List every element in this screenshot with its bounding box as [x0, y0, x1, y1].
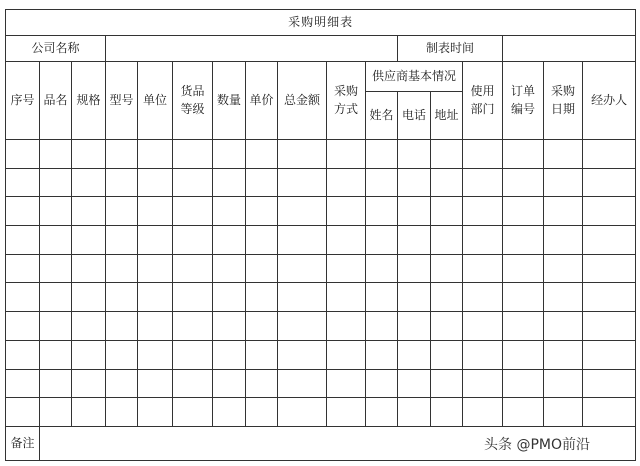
- table-cell[interactable]: [463, 398, 503, 427]
- table-cell[interactable]: [278, 398, 327, 427]
- table-cell[interactable]: [544, 254, 583, 283]
- table-cell[interactable]: [398, 168, 431, 197]
- table-cell[interactable]: [213, 283, 246, 312]
- col-header-dept-line2: 部门: [470, 101, 495, 116]
- table-cell[interactable]: [246, 369, 278, 398]
- table-cell[interactable]: [278, 226, 327, 255]
- table-cell[interactable]: [246, 254, 278, 283]
- table-cell[interactable]: [431, 197, 463, 226]
- table-cell[interactable]: [583, 398, 636, 427]
- table-cell[interactable]: [138, 168, 173, 197]
- table-cell[interactable]: [503, 140, 544, 169]
- table-cell[interactable]: [366, 312, 398, 341]
- table-cell[interactable]: [72, 283, 106, 312]
- table-cell[interactable]: [40, 369, 72, 398]
- table-cell[interactable]: [138, 312, 173, 341]
- table-cell[interactable]: [72, 340, 106, 369]
- table-cell[interactable]: [6, 197, 40, 226]
- table-cell[interactable]: [278, 197, 327, 226]
- table-cell[interactable]: [173, 140, 213, 169]
- table-cell[interactable]: [366, 226, 398, 255]
- table-cell[interactable]: [327, 168, 366, 197]
- table-cell[interactable]: [138, 398, 173, 427]
- table-cell[interactable]: [246, 168, 278, 197]
- table-cell[interactable]: [40, 312, 72, 341]
- table-cell[interactable]: [327, 369, 366, 398]
- col-header-supplier-phone: 电话: [398, 92, 431, 140]
- table-cell[interactable]: [398, 197, 431, 226]
- table-cell[interactable]: [503, 312, 544, 341]
- table-cell[interactable]: [6, 168, 40, 197]
- table-cell[interactable]: [40, 140, 72, 169]
- table-cell[interactable]: [173, 168, 213, 197]
- table-cell[interactable]: [544, 140, 583, 169]
- col-header-supplier-name: 姓名: [366, 92, 398, 140]
- col-header-handler: 经办人: [583, 62, 636, 140]
- table-cell[interactable]: [503, 254, 544, 283]
- table-cell[interactable]: [278, 340, 327, 369]
- table-cell[interactable]: [6, 226, 40, 255]
- table-row: [6, 369, 636, 398]
- table-cell[interactable]: [463, 369, 503, 398]
- table-cell[interactable]: [213, 254, 246, 283]
- col-header-order: [503, 62, 544, 140]
- table-cell[interactable]: [431, 398, 463, 427]
- table-row: [6, 168, 636, 197]
- table-cell[interactable]: [173, 369, 213, 398]
- table-cell[interactable]: [72, 197, 106, 226]
- table-cell[interactable]: [138, 140, 173, 169]
- table-cell[interactable]: [398, 226, 431, 255]
- table-cell[interactable]: [544, 168, 583, 197]
- table-cell[interactable]: [106, 140, 138, 169]
- company-field[interactable]: [106, 36, 398, 62]
- table-cell[interactable]: [503, 369, 544, 398]
- table-cell[interactable]: [463, 168, 503, 197]
- table-cell[interactable]: [431, 340, 463, 369]
- date-label: 制表时间: [398, 36, 503, 62]
- table-cell[interactable]: [544, 312, 583, 341]
- company-label: 公司名称: [6, 36, 106, 62]
- table-cell[interactable]: [72, 140, 106, 169]
- table-cell[interactable]: [213, 168, 246, 197]
- table-cell[interactable]: [544, 340, 583, 369]
- table-cell[interactable]: [398, 283, 431, 312]
- table-cell[interactable]: [544, 226, 583, 255]
- table-cell[interactable]: [40, 168, 72, 197]
- table-row: [6, 254, 636, 283]
- table-cell[interactable]: [327, 254, 366, 283]
- table-cell[interactable]: [213, 340, 246, 369]
- table-cell[interactable]: [327, 398, 366, 427]
- table-cell[interactable]: [463, 312, 503, 341]
- col-header-model: 型号: [106, 62, 138, 140]
- table-cell[interactable]: [72, 168, 106, 197]
- table-cell[interactable]: [583, 140, 636, 169]
- table-cell[interactable]: [463, 283, 503, 312]
- col-header-date: [544, 62, 583, 140]
- table-cell[interactable]: [246, 312, 278, 341]
- table-cell[interactable]: [431, 312, 463, 341]
- table-cell[interactable]: [246, 398, 278, 427]
- table-cell[interactable]: [398, 340, 431, 369]
- table-cell[interactable]: [583, 197, 636, 226]
- col-header-method-line2: 方式: [333, 101, 358, 116]
- table-cell[interactable]: [40, 398, 72, 427]
- table-cell[interactable]: [327, 312, 366, 341]
- col-header-supplier-address: 地址: [431, 92, 463, 140]
- table-cell[interactable]: [544, 369, 583, 398]
- table-cell[interactable]: [106, 340, 138, 369]
- table-cell[interactable]: [544, 398, 583, 427]
- table-cell[interactable]: [278, 369, 327, 398]
- table-row: [6, 283, 636, 312]
- table-cell[interactable]: [278, 140, 327, 169]
- table-cell[interactable]: [503, 398, 544, 427]
- table-cell[interactable]: [40, 283, 72, 312]
- table-cell[interactable]: [106, 254, 138, 283]
- table-cell[interactable]: [278, 312, 327, 341]
- table-cell[interactable]: [544, 197, 583, 226]
- table-cell[interactable]: [213, 312, 246, 341]
- col-header-method-line1: 采购: [333, 84, 358, 99]
- table-cell[interactable]: [138, 254, 173, 283]
- col-header-order-line2: 编号: [510, 101, 535, 116]
- table-cell[interactable]: [72, 369, 106, 398]
- table-cell[interactable]: [544, 283, 583, 312]
- col-header-unit: 单位: [138, 62, 173, 140]
- table-cell[interactable]: [213, 140, 246, 169]
- table-cell[interactable]: [6, 398, 40, 427]
- table-cell[interactable]: [6, 340, 40, 369]
- col-header-qty: 数量: [213, 62, 246, 140]
- table-cell[interactable]: [106, 398, 138, 427]
- table-cell[interactable]: [213, 226, 246, 255]
- table-cell[interactable]: [72, 312, 106, 341]
- col-header-seq: 序号: [6, 62, 40, 140]
- col-header-grade-line1: 货品: [180, 84, 205, 99]
- table-cell[interactable]: [327, 140, 366, 169]
- table-cell[interactable]: [431, 283, 463, 312]
- table-cell[interactable]: [173, 197, 213, 226]
- table-cell[interactable]: [398, 398, 431, 427]
- table-cell[interactable]: [72, 226, 106, 255]
- table-cell[interactable]: [398, 369, 431, 398]
- table-cell[interactable]: [398, 312, 431, 341]
- table-cell[interactable]: [278, 168, 327, 197]
- col-header-date-line2: 日期: [550, 101, 575, 116]
- table-cell[interactable]: [40, 226, 72, 255]
- table-cell[interactable]: [173, 340, 213, 369]
- table-cell[interactable]: [327, 340, 366, 369]
- table-cell[interactable]: [583, 168, 636, 197]
- watermark-text: 头条 @PMO前沿: [484, 437, 590, 453]
- table-row: [6, 140, 636, 169]
- col-header-grade: [173, 62, 213, 140]
- table-cell[interactable]: [106, 168, 138, 197]
- table-cell[interactable]: [6, 312, 40, 341]
- col-header-price: 单价: [246, 62, 278, 140]
- table-cell[interactable]: [6, 254, 40, 283]
- table-cell[interactable]: [583, 340, 636, 369]
- table-cell[interactable]: [503, 283, 544, 312]
- table-cell[interactable]: [106, 197, 138, 226]
- table-cell[interactable]: [278, 283, 327, 312]
- table-cell[interactable]: [138, 340, 173, 369]
- table-cell[interactable]: [327, 283, 366, 312]
- table-cell[interactable]: [583, 254, 636, 283]
- table-cell[interactable]: [583, 369, 636, 398]
- table-cell[interactable]: [503, 168, 544, 197]
- table-cell[interactable]: [138, 283, 173, 312]
- col-header-total: 总金额: [278, 62, 327, 140]
- table-cell[interactable]: [106, 226, 138, 255]
- table-cell[interactable]: [463, 226, 503, 255]
- table-cell[interactable]: [366, 140, 398, 169]
- table-cell[interactable]: [106, 312, 138, 341]
- table-cell[interactable]: [327, 197, 366, 226]
- table-cell[interactable]: [40, 197, 72, 226]
- table-cell[interactable]: [583, 283, 636, 312]
- col-header-order-line1: 订单: [510, 84, 535, 99]
- table-row: [6, 398, 636, 427]
- col-header-spec: 规格: [72, 62, 106, 140]
- col-header-name: 品名: [40, 62, 72, 140]
- table-cell[interactable]: [213, 197, 246, 226]
- table-cell[interactable]: [40, 254, 72, 283]
- table-cell[interactable]: [463, 340, 503, 369]
- table-cell[interactable]: [246, 226, 278, 255]
- table-cell[interactable]: [173, 226, 213, 255]
- table-cell[interactable]: [463, 140, 503, 169]
- table-cell[interactable]: [583, 226, 636, 255]
- remark-label: 备注: [6, 426, 40, 460]
- table-cell[interactable]: [463, 197, 503, 226]
- table-cell[interactable]: [327, 226, 366, 255]
- table-cell[interactable]: [72, 254, 106, 283]
- table-cell[interactable]: [366, 369, 398, 398]
- table-cell[interactable]: [431, 168, 463, 197]
- col-header-supplier: 供应商基本情况: [366, 62, 463, 92]
- col-header-dept-line1: 使用: [470, 84, 495, 99]
- table-cell[interactable]: [583, 312, 636, 341]
- table-cell[interactable]: [40, 340, 72, 369]
- table-row: [6, 197, 636, 226]
- table-cell[interactable]: [366, 398, 398, 427]
- table-cell[interactable]: [431, 226, 463, 255]
- table-cell[interactable]: [431, 369, 463, 398]
- table-cell[interactable]: [6, 283, 40, 312]
- table-cell[interactable]: [138, 226, 173, 255]
- table-cell[interactable]: [398, 140, 431, 169]
- table-cell[interactable]: [366, 168, 398, 197]
- table-cell[interactable]: [463, 254, 503, 283]
- table-cell[interactable]: [173, 398, 213, 427]
- table-cell[interactable]: [366, 197, 398, 226]
- table-cell[interactable]: [6, 140, 40, 169]
- table-cell[interactable]: [246, 140, 278, 169]
- table-cell[interactable]: [173, 283, 213, 312]
- table-cell[interactable]: [173, 312, 213, 341]
- table-cell[interactable]: [431, 254, 463, 283]
- table-cell[interactable]: [246, 283, 278, 312]
- table-cell[interactable]: [173, 254, 213, 283]
- col-header-grade-line2: 等级: [180, 101, 205, 116]
- table-cell[interactable]: [366, 254, 398, 283]
- table-cell[interactable]: [366, 340, 398, 369]
- date-field[interactable]: [503, 36, 636, 62]
- table-row: [6, 312, 636, 341]
- table-cell[interactable]: [366, 283, 398, 312]
- table-cell[interactable]: [431, 140, 463, 169]
- table-cell[interactable]: [72, 398, 106, 427]
- table-cell[interactable]: [106, 283, 138, 312]
- col-header-dept: [463, 62, 503, 140]
- purchase-table: [5, 9, 636, 461]
- table-cell[interactable]: [213, 398, 246, 427]
- table-cell[interactable]: [138, 369, 173, 398]
- table-cell[interactable]: [106, 369, 138, 398]
- table-row: [6, 226, 636, 255]
- table-cell[interactable]: [138, 197, 173, 226]
- col-header-date-line1: 采购: [550, 84, 575, 99]
- table-cell[interactable]: [278, 254, 327, 283]
- col-header-method: [327, 62, 366, 140]
- table-cell[interactable]: [246, 340, 278, 369]
- form-title: 采购明细表: [6, 10, 636, 36]
- table-cell[interactable]: [503, 197, 544, 226]
- table-cell[interactable]: [213, 369, 246, 398]
- table-cell[interactable]: [246, 197, 278, 226]
- table-cell[interactable]: [6, 369, 40, 398]
- table-row: [6, 340, 636, 369]
- table-cell[interactable]: [398, 254, 431, 283]
- table-cell[interactable]: [503, 340, 544, 369]
- table-cell[interactable]: [503, 226, 544, 255]
